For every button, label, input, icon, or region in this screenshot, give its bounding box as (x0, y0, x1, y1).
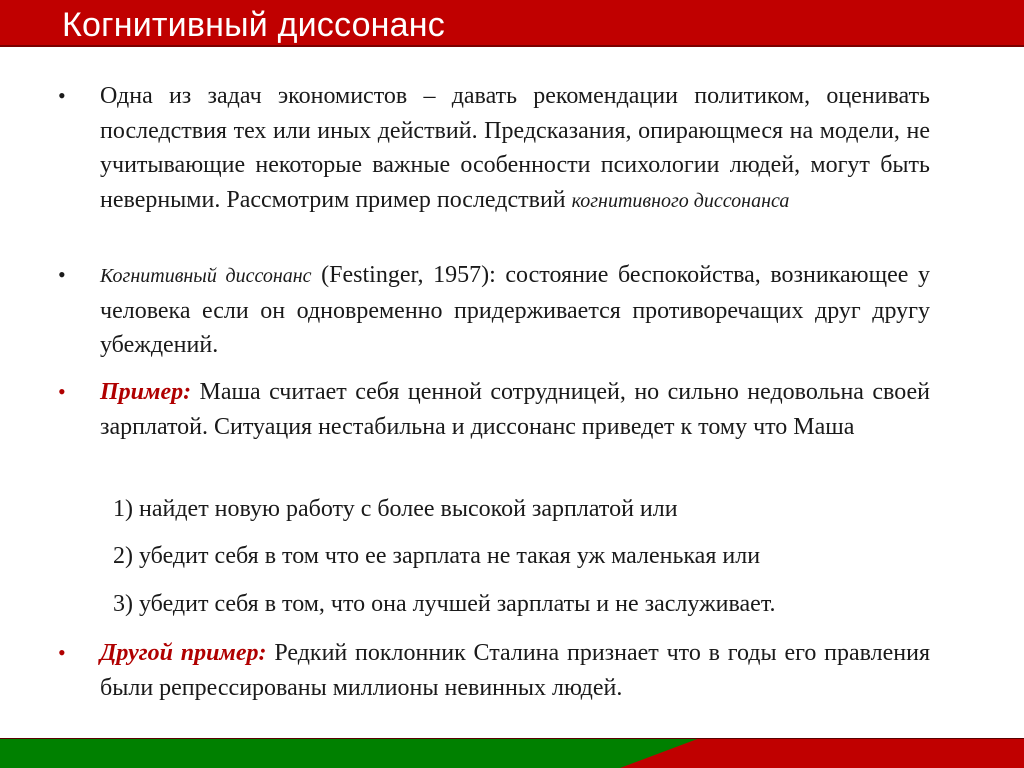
footer-stripe (0, 738, 1024, 768)
bullet-text-3 (100, 375, 930, 444)
slide-title: Когнитивный диссонанс (62, 6, 445, 44)
bullet-3-keyword: Пример: (100, 379, 192, 405)
bullet-marker: • (58, 640, 66, 665)
bullet-text-2 (100, 258, 930, 363)
bullet-marker: • (58, 83, 66, 108)
bullet-1-term: когнитивного диссонанса (571, 189, 790, 212)
bullet-3-body: Маша считает себя ценной сотрудницей, но сильно недовольна своей зарплатой. Ситуация нестабильна и диссонанс приведет к тому что Маша (100, 379, 930, 440)
title-divider (0, 45, 1024, 47)
bullet-2-body: (Festinger, 1957): состояние беспокойства, возникающее у человека если он одновременно придерживается противоречащих друг другу убеждений. (100, 262, 930, 358)
bullet-text-1 (100, 79, 930, 218)
bullet-1-body: Одна из задач экономистов – давать рекомендации политиком, оценивать последствия тех или иных действий. Предсказания, опирающмеся на модели, не учитывающие некоторые важные особенности психологии людей, могут быть неверными. Рассмотрим пример последствий (100, 83, 930, 213)
sub-item-3: 3) убедит себя в том, что она лучшей зарплаты и не заслуживает. (113, 591, 776, 617)
title-bar (0, 0, 1024, 45)
sub-item-1: 1) найдет новую работу с более высокой зарплатой или (113, 496, 678, 522)
sub-item-2: 2) убедит себя в том что ее зарплата не такая уж маленькая или (113, 543, 761, 569)
bullet-2-term: Когнитивный диссонанс (100, 265, 312, 287)
bullet-4-keyword: Другой пример: (100, 640, 267, 666)
bullet-text-4 (100, 636, 930, 705)
bullet-marker: • (58, 262, 66, 287)
bullet-4-body: Редкий поклонник Сталина признает что в годы его правления были репрессированы миллионы невинных людей. (100, 640, 931, 701)
bullet-marker: • (58, 379, 66, 404)
footer-green-band (0, 738, 700, 768)
